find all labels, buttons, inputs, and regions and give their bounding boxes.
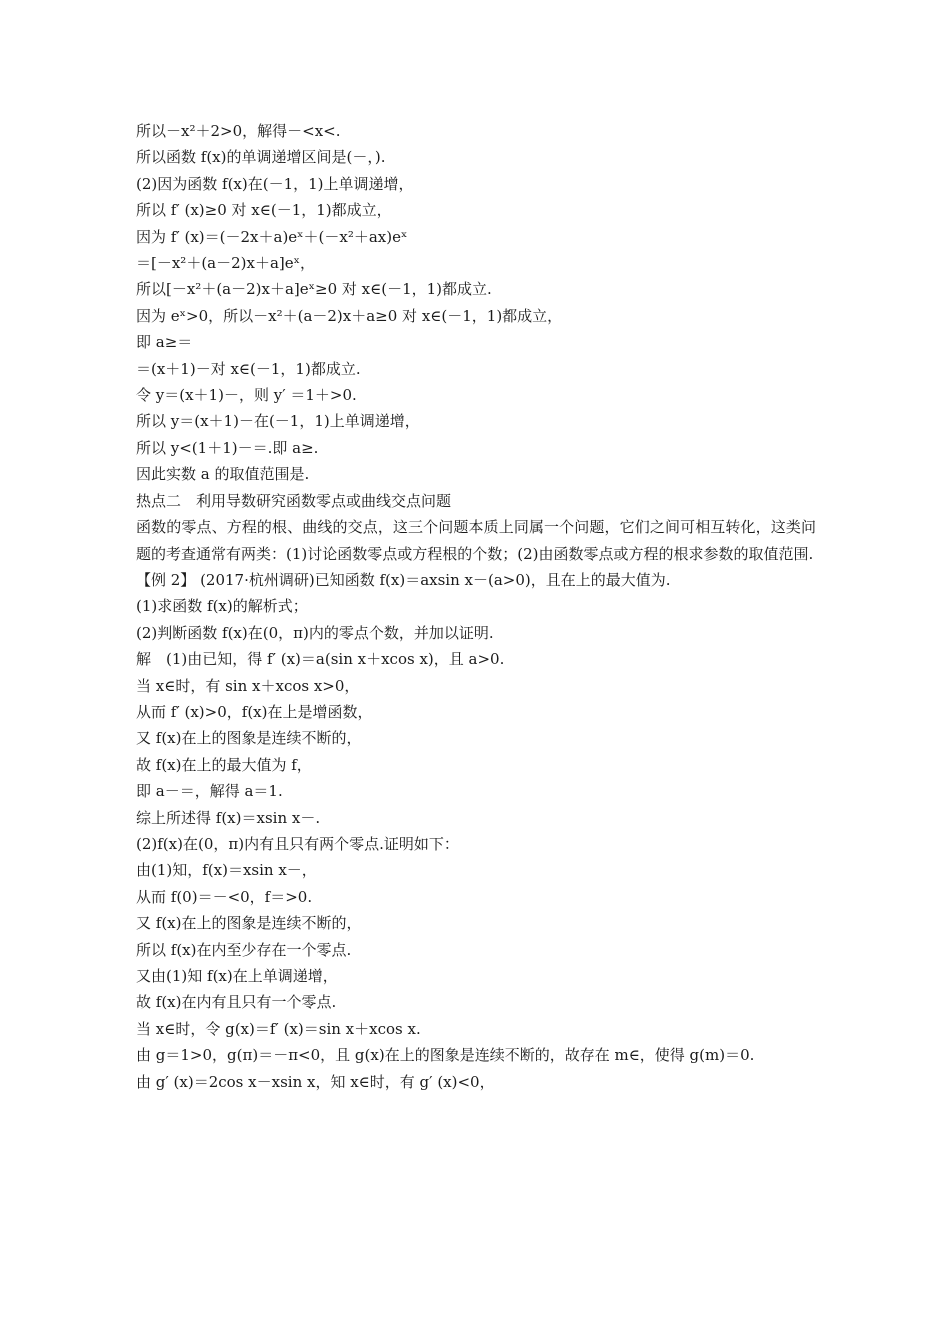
text-line: 又 f(x)在上的图象是连续不断的，	[136, 729, 362, 748]
section-heading: 热点二 利用导数研究函数零点或曲线交点问题	[136, 491, 452, 510]
text-line: 故 f(x)在内有且只有一个零点.	[136, 993, 337, 1012]
text-line: 因为 eˣ>0，所以－x²＋(a－2)x＋a≥0 对 x∈(－1，1)都成立，	[136, 306, 563, 325]
text-line: 从而 f(0)＝－<0，f＝>0.	[136, 887, 313, 906]
text-line: 综上所述得 f(x)＝xsin x－.	[136, 808, 321, 827]
text-line: 故 f(x)在上的最大值为 f，	[136, 755, 312, 774]
text-line: 因为 f′ (x)＝(－2x＋a)eˣ＋(－x²＋ax)eˣ	[136, 227, 408, 246]
text-line: 因此实数 a 的取值范围是.	[136, 465, 310, 484]
text-line: ＝(x＋1)－对 x∈(－1，1)都成立.	[136, 359, 361, 378]
text-line: 所以 y＝(x＋1)－在(－1，1)上单调递增，	[136, 412, 420, 431]
text-line: 所以 y<(1＋1)－＝.即 a≥.	[136, 438, 319, 457]
text-line: 从而 f′ (x)>0，f(x)在上是增函数，	[136, 702, 373, 721]
paragraph: 由 g＝1>0，g(π)＝－π<0，且 g(x)在上的图象是连续不断的，故存在 m∈，使得 g(m)＝0.	[136, 1046, 755, 1065]
text-line: 即 a－＝，解得 a＝1.	[136, 782, 283, 801]
example-title: 【例 2】 (2017·杭州调研)已知函数 f(x)＝axsin x－(a>0)，且在上的最大值为.	[136, 570, 671, 589]
text-line: 令 y＝(x＋1)－，则 y′ ＝1＋>0.	[136, 386, 357, 405]
text-line: 当 x∈时，有 sin x＋xcos x>0，	[136, 676, 360, 695]
text-line: 所以－x²＋2>0，解得－<x<.	[136, 122, 341, 140]
solution-line: 解 (1)由已知，得 f′ (x)＝a(sin x＋xcos x)，且 a>0.	[136, 650, 505, 669]
text-line: 当 x∈时，令 g(x)＝f′ (x)＝sin x＋xcos x.	[136, 1019, 421, 1038]
text-line: 由(1)知，f(x)＝xsin x－，	[136, 861, 317, 880]
text-line: 所以函数 f(x)的单调递增区间是(－，).	[136, 148, 386, 167]
text-line: 又 f(x)在上的图象是连续不断的，	[136, 914, 362, 933]
text-line: (2)判断函数 f(x)在(0，π)内的零点个数，并加以证明.	[136, 623, 494, 642]
text-line: (2)f(x)在(0，π)内有且只有两个零点.证明如下：	[136, 834, 459, 853]
document-body	[136, 118, 816, 1095]
text-line: ＝[－x²＋(a－2)x＋a]eˣ，	[136, 254, 316, 273]
text-line: 所以[－x²＋(a－2)x＋a]eˣ≥0 对 x∈(－1，1)都成立.	[136, 280, 492, 299]
text-line: 又由(1)知 f(x)在上单调递增，	[136, 967, 338, 985]
text-line: 所以 f(x)在内至少存在一个零点.	[136, 940, 352, 959]
paragraph: 函数的零点、方程的根、曲线的交点，这三个问题本质上同属一个问题，它们之间可相互转化，这类问题的考查通常有两类：(1)讨论函数零点或方程根的个数；(2)由函数零点或方程的根求参数的取值范围.	[136, 518, 816, 563]
text-line: 由 g′ (x)＝2cos x－xsin x，知 x∈时，有 g′ (x)<0，	[136, 1072, 495, 1091]
text-line: (1)求函数 f(x)的解析式；	[136, 597, 308, 616]
text-line: 所以 f′ (x)≥0 对 x∈(－1，1)都成立，	[136, 201, 392, 220]
text-line: 即 a≥＝	[136, 333, 193, 352]
text-line: (2)因为函数 f(x)在(－1，1)上单调递增，	[136, 174, 414, 193]
